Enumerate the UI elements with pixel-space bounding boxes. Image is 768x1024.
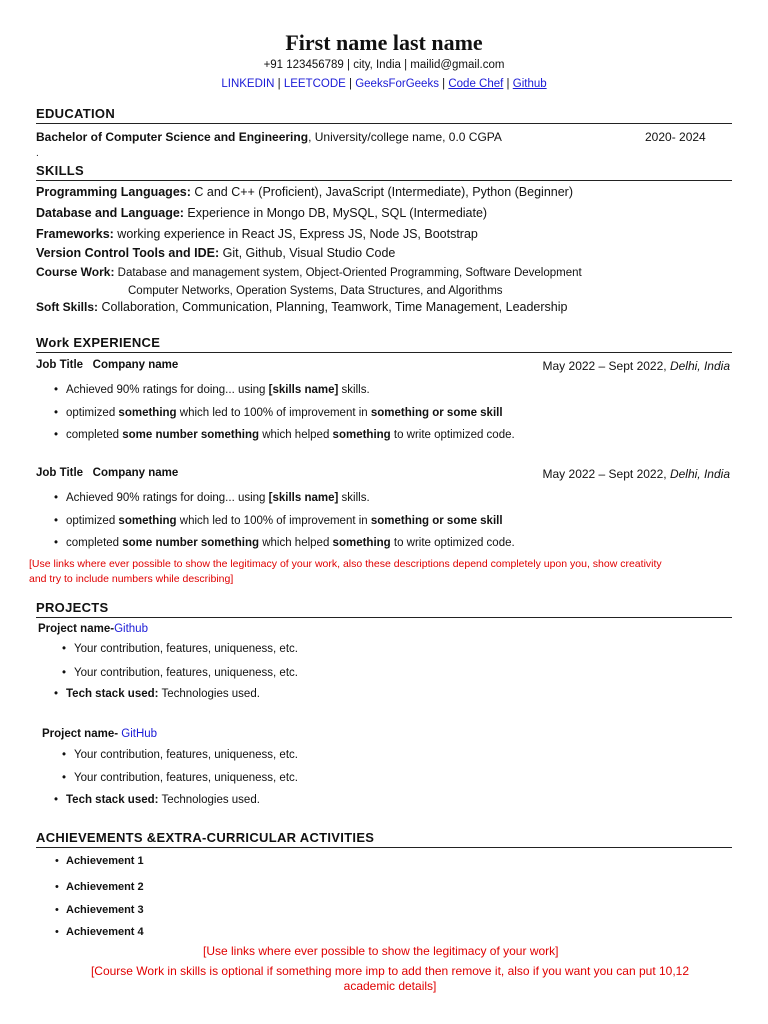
job-title-line: Job Title Company name bbox=[36, 467, 179, 479]
job-title-line: Job Title Company name bbox=[36, 359, 179, 371]
project-link[interactable]: GitHub bbox=[121, 728, 158, 740]
experience-heading: Work EXPERIENCE bbox=[36, 335, 732, 353]
stray-dot: . bbox=[36, 148, 39, 159]
education-heading: EDUCATION bbox=[36, 106, 732, 124]
project-link[interactable]: Github bbox=[114, 623, 148, 635]
job-bullet: • optimized something which led to 100% of improvement in something or some skill bbox=[56, 515, 503, 527]
achievement-item: • Achievement 4 bbox=[56, 926, 144, 938]
achievement-item: • Achievement 3 bbox=[56, 904, 144, 916]
job-bullet: • optimized something which led to 100% of improvement in something or some skill bbox=[56, 407, 503, 419]
project-bullet: • Your contribution, features, uniqueness, etc. bbox=[74, 667, 298, 679]
skill-row: Database and Language: Experience in Mongo DB, MySQL, SQL (Intermediate) bbox=[36, 206, 488, 220]
job-bullet: • Achieved 90% ratings for doing... using [skills name] skills. bbox=[56, 384, 370, 396]
education-details: , University/college name, 0.0 CGPA bbox=[308, 130, 502, 144]
project-bullet: • Your contribution, features, uniqueness, etc. bbox=[74, 772, 298, 784]
skill-row: Course Work: Database and management system, Object-Oriented Programming, Software Development bbox=[36, 265, 582, 279]
achievements-note1: [Use links where ever possible to show the legitimacy of your work] bbox=[203, 944, 559, 958]
experience-note-line2: and try to include numbers while describing] bbox=[29, 573, 234, 585]
achievement-item: • Achievement 1 bbox=[56, 855, 144, 867]
experience-note-line1: [Use links where ever possible to show the legitimacy of your work, also these descriptions depend completely upon you, show creativity bbox=[29, 558, 662, 570]
skill-row: Frameworks: working experience in React JS, Express JS, Node JS, Bootstrap bbox=[36, 227, 478, 241]
achievement-item: • Achievement 2 bbox=[56, 881, 144, 893]
degree: Bachelor of Computer Science and Engineering bbox=[36, 130, 309, 144]
project-title: Project name- GitHub bbox=[42, 728, 158, 740]
achievements-note2: [Course Work in skills is optional if something more imp to add then remove it, also if you want you can put 10,12 academic details] bbox=[90, 964, 690, 993]
job-dates: May 2022 – Sept 2022, Delhi, India bbox=[542, 467, 730, 481]
project-tech: • Tech stack used: Technologies used. bbox=[66, 688, 260, 700]
project-title: Project name-Github bbox=[38, 623, 148, 635]
skill-row-continuation: Computer Networks, Operation Systems, Data Structures, and Algorithms bbox=[128, 285, 503, 297]
job-bullet: • completed some number something which helped something to write optimized code. bbox=[56, 537, 515, 549]
link-github[interactable]: Github bbox=[512, 78, 547, 90]
achievements-heading: ACHIEVEMENTS &EXTRA-CURRICULAR ACTIVITIES bbox=[36, 830, 732, 848]
job-dates: May 2022 – Sept 2022, Delhi, India bbox=[542, 359, 730, 373]
link-geeksforgeeks[interactable]: GeeksForGeeks bbox=[355, 78, 439, 90]
skill-row: Version Control Tools and IDE: Git, Github, Visual Studio Code bbox=[36, 246, 396, 260]
project-bullet: • Your contribution, features, uniqueness, etc. bbox=[74, 643, 298, 655]
skill-row: Programming Languages: C and C++ (Proficient), JavaScript (Intermediate), Python (Beginner) bbox=[36, 185, 574, 199]
project-bullet: • Your contribution, features, uniqueness, etc. bbox=[74, 749, 298, 761]
education-entry bbox=[36, 130, 502, 144]
resume-name: First name last name bbox=[285, 30, 483, 55]
skill-row: Soft Skills: Collaboration, Communication, Planning, Teamwork, Time Management, Leadership bbox=[36, 300, 568, 314]
job-bullet: • Achieved 90% ratings for doing... using [skills name] skills. bbox=[56, 492, 370, 504]
link-leetcode[interactable]: LEETCODE bbox=[283, 78, 346, 90]
projects-heading: PROJECTS bbox=[36, 600, 732, 618]
project-tech: • Tech stack used: Technologies used. bbox=[66, 794, 260, 806]
contact-line: +91 123456789 | city, India | mailid@gmail.com bbox=[263, 59, 505, 71]
job-bullet: • completed some number something which helped something to write optimized code. bbox=[56, 429, 515, 441]
skills-heading: SKILLS bbox=[36, 163, 732, 181]
link-linkedin[interactable]: LINKEDIN bbox=[221, 78, 275, 90]
link-codechef[interactable]: Code Chef bbox=[448, 78, 504, 90]
education-years: 2020- 2024 bbox=[645, 130, 706, 144]
profile-links: LINKEDIN | LEETCODE | GeeksForGeeks | Code Chef | Github bbox=[221, 78, 547, 90]
